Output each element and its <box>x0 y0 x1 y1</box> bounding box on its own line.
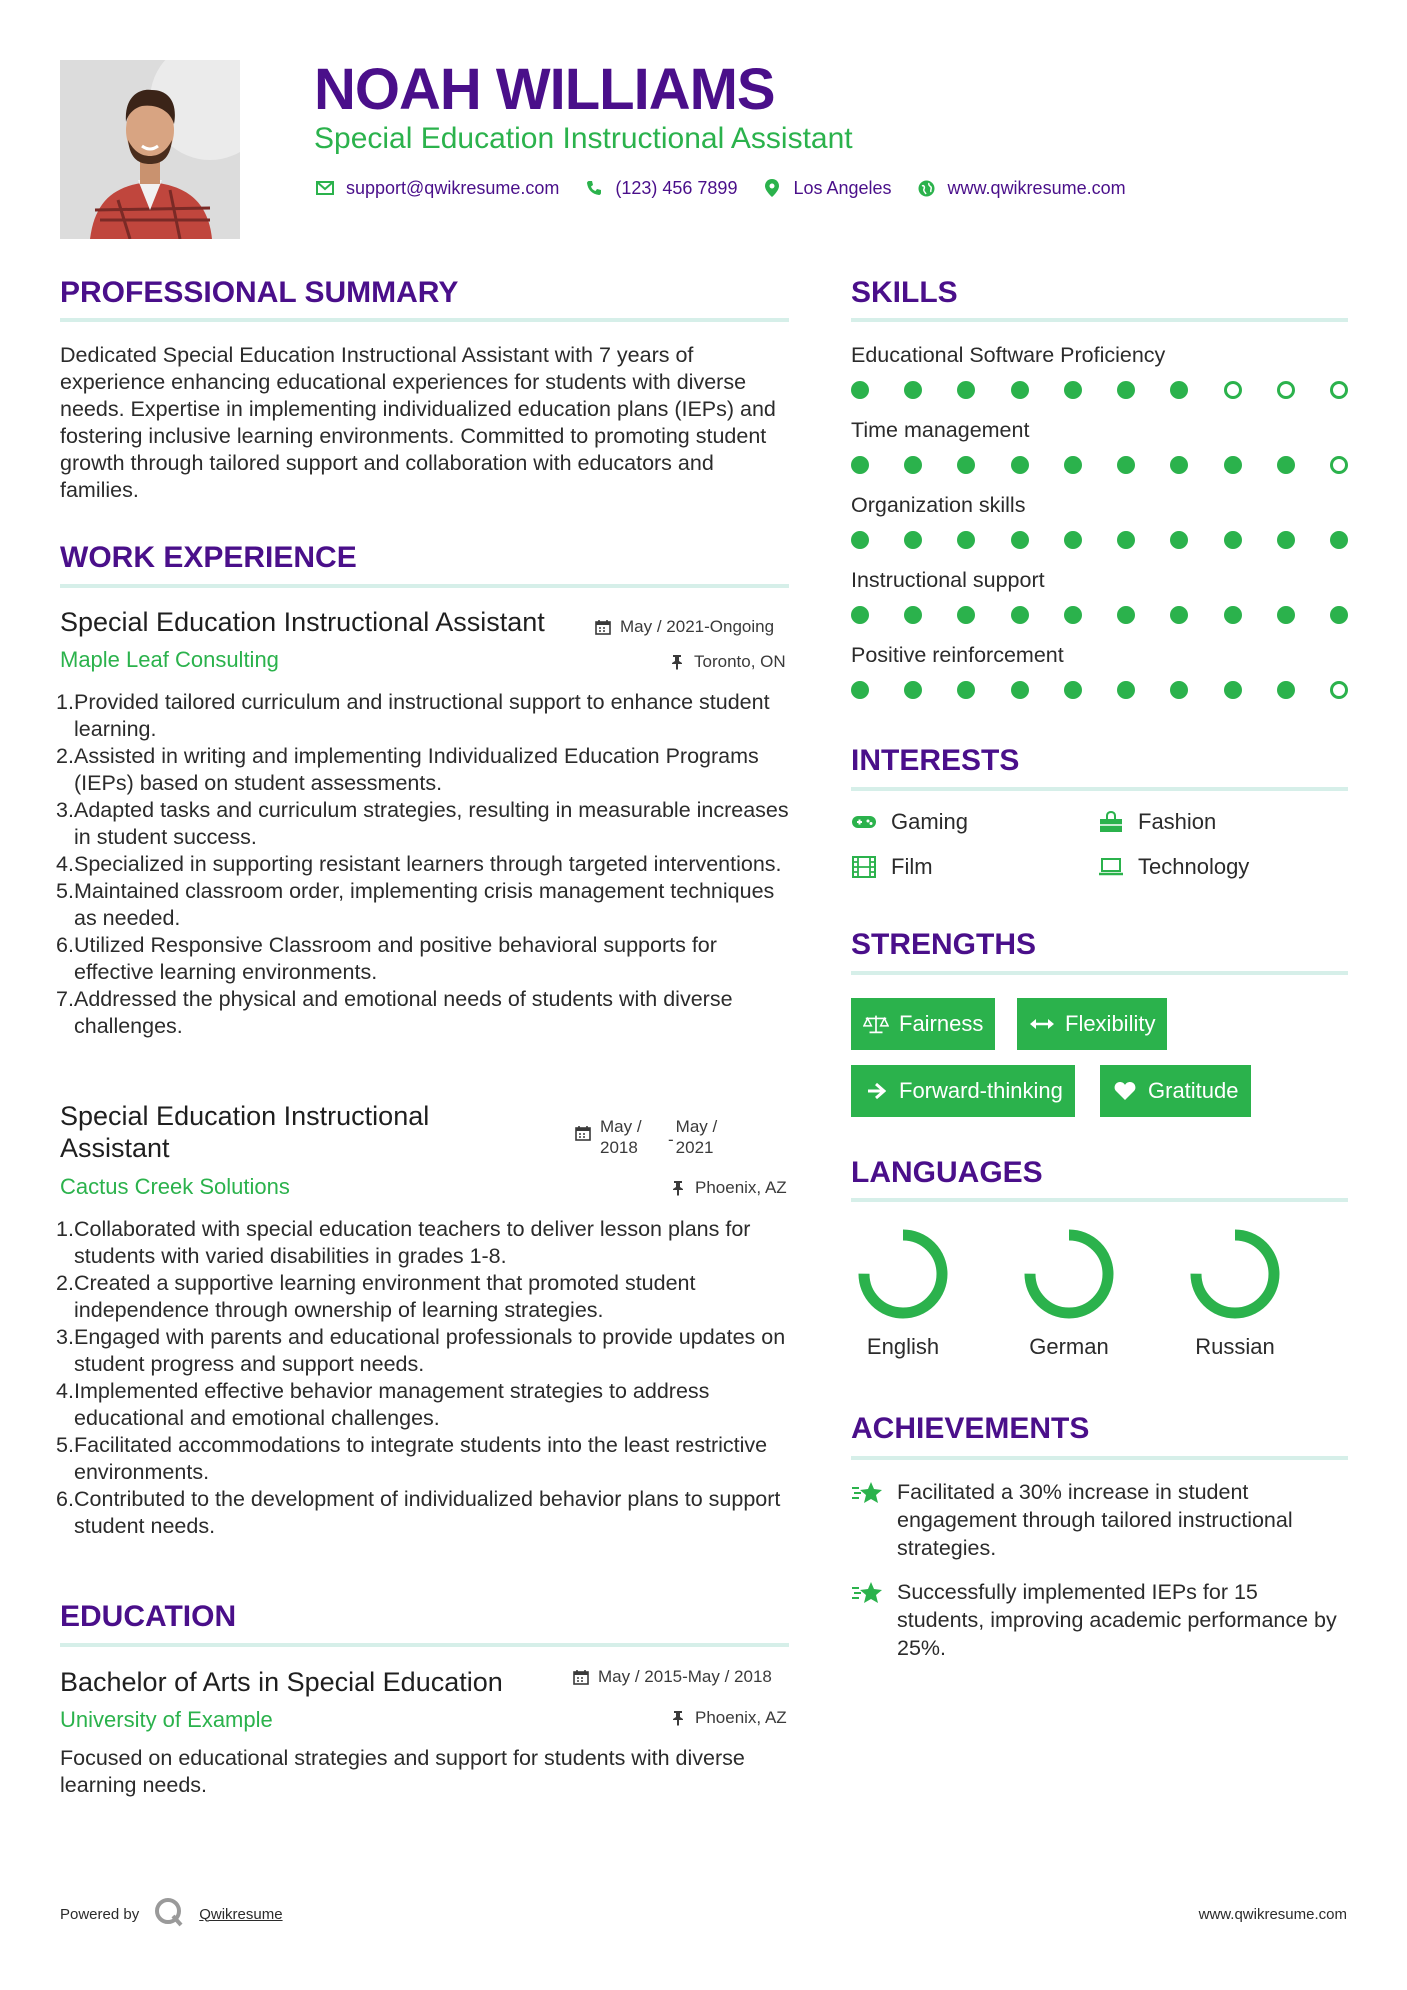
skill-dot-filled <box>851 531 869 549</box>
language-german <box>1009 1226 1129 1360</box>
skill-dot-filled <box>904 531 922 549</box>
job-1-bullets <box>56 689 796 1040</box>
calendar-icon <box>594 618 612 636</box>
qwikresume-link[interactable]: Qwikresume <box>199 1905 283 1923</box>
skill-label: Positive reinforcement <box>851 643 1064 667</box>
list-item: 2. Created a supportive learning environment that promoted student independence through ownership of learning strategies. <box>56 1271 696 1322</box>
skill-rating <box>851 456 1348 474</box>
job-1-location-text: Toronto, ON <box>694 652 786 671</box>
skill-dot-filled <box>904 681 922 699</box>
skill-dot-filled <box>1277 531 1295 549</box>
education-divider <box>60 1643 789 1647</box>
education-heading: EDUCATION <box>60 1600 237 1633</box>
education-date-text: May / 2015-May / 2018 <box>598 1667 772 1686</box>
contact-phone[interactable] <box>583 177 737 199</box>
interest-fashion <box>1098 809 1216 835</box>
skill-dot-filled <box>851 456 869 474</box>
interest-label: Gaming <box>891 809 969 834</box>
skill-dot-filled <box>957 606 975 624</box>
skill-dot-filled <box>904 456 922 474</box>
job-2-location-text: Phoenix, AZ <box>695 1178 787 1197</box>
skill-dot-filled <box>851 381 869 399</box>
skill-dot-filled <box>904 606 922 624</box>
languages-heading: LANGUAGES <box>851 1156 1043 1189</box>
strengths-divider <box>851 971 1348 975</box>
skill-dot-filled <box>1277 681 1295 699</box>
email-text[interactable]: support@qwikresume.com <box>346 177 560 198</box>
education-date <box>572 1667 772 1687</box>
contact-bar <box>314 177 1140 199</box>
skill-dot-filled <box>1170 381 1188 399</box>
globe-icon <box>916 177 938 199</box>
profile-photo <box>60 60 240 239</box>
pin-icon <box>669 1709 687 1727</box>
strength-label: Gratitude <box>1148 1078 1239 1103</box>
languages-divider <box>851 1198 1348 1202</box>
experience-divider <box>60 584 789 588</box>
shooting-star-icon <box>851 1478 883 1562</box>
skill-dot-filled <box>1011 531 1029 549</box>
language-label: German <box>1029 1334 1109 1359</box>
skill-dot-filled <box>957 681 975 699</box>
skill-dot-filled <box>1064 456 1082 474</box>
candidate-name: NOAH WILLIAMS <box>314 57 775 122</box>
job-2-date <box>574 1116 738 1158</box>
skills-heading: SKILLS <box>851 276 958 309</box>
list-item: 1. Collaborated with special education teachers to deliver lesson plans for students with varied disabilities in grades 1-8. <box>56 1217 751 1268</box>
job-2-date-start: May / 2018 <box>600 1117 642 1157</box>
skill-dot-filled <box>1064 606 1082 624</box>
pin-icon <box>669 1179 687 1197</box>
powered-by-label: Powered by <box>60 1905 140 1923</box>
language-progress-ring <box>1187 1226 1283 1322</box>
interest-technology <box>1098 854 1249 880</box>
laptop-icon <box>1098 856 1124 878</box>
achievements-divider <box>851 1456 1348 1460</box>
achievement-item <box>851 1478 1348 1562</box>
skill-dot-filled <box>1011 456 1029 474</box>
job-2-location <box>669 1178 787 1198</box>
list-item: 5. Maintained classroom order, implementing crisis management techniques as needed. <box>56 879 775 930</box>
job-2-title: Special Education Instructional Assistant <box>60 1101 430 1163</box>
skill-dot-filled <box>1117 381 1135 399</box>
phone-icon <box>583 177 605 199</box>
list-item: 6. Utilized Responsive Classroom and positive behavioral supports for effective learning environments. <box>56 933 717 984</box>
list-item: 7. Addressed the physical and emotional needs of students with diverse challenges. <box>56 987 733 1038</box>
arrows-horizontal-icon <box>1029 1013 1055 1035</box>
job-2-bullets <box>56 1216 796 1540</box>
strength-badge-forward-thinking <box>851 1065 1075 1117</box>
list-item: 6. Contributed to the development of individualized behavior plans to support student needs. <box>56 1487 781 1538</box>
skill-dot-filled <box>1330 606 1348 624</box>
list-item: 3. Engaged with parents and educational professionals to provide updates on student progress and support needs. <box>56 1325 786 1376</box>
arrow-right-icon <box>863 1080 889 1102</box>
education-description: Focused on educational strategies and support for students with diverse learning needs. <box>60 1746 745 1797</box>
skill-dot-filled <box>1064 531 1082 549</box>
job-1-date-text: May / 2021-Ongoing <box>620 617 775 636</box>
skill-dot-filled <box>1011 681 1029 699</box>
envelope-icon <box>314 177 336 199</box>
skill-dot-filled <box>904 381 922 399</box>
language-progress-ring <box>855 1226 951 1322</box>
contact-location <box>761 177 891 199</box>
skill-dot-filled <box>1277 606 1295 624</box>
job-1-location <box>668 652 786 672</box>
skill-dot-empty <box>1330 681 1348 699</box>
job-2-date-end: May / 2021 <box>675 1117 718 1157</box>
skill-dot-empty <box>1330 381 1348 399</box>
skill-rating <box>851 381 1348 399</box>
skill-dot-filled <box>1117 531 1135 549</box>
location-text: Los Angeles <box>793 177 892 198</box>
job-1-date <box>594 617 774 637</box>
skill-dot-filled <box>957 381 975 399</box>
education-school: University of Example <box>60 1707 273 1732</box>
list-item: 2. Assisted in writing and implementing Individualized Education Programs (IEPs) based on student assessments. <box>56 744 759 795</box>
skill-dot-empty <box>1277 381 1295 399</box>
skill-dot-filled <box>1117 606 1135 624</box>
list-item: 4. Specialized in supporting resistant learners through targeted interventions. <box>56 852 782 876</box>
education-degree: Bachelor of Arts in Special Education <box>60 1667 503 1697</box>
summary-divider <box>60 318 789 322</box>
list-item: 1. Provided tailored curriculum and instructional support to enhance student learning. <box>56 690 770 741</box>
skill-rating <box>851 606 1348 624</box>
achievement-item <box>851 1578 1348 1662</box>
skill-dot-filled <box>1011 606 1029 624</box>
skill-dot-empty <box>1224 381 1242 399</box>
calendar-icon <box>574 1124 592 1142</box>
strength-label: Fairness <box>899 1011 984 1036</box>
skill-dot-filled <box>1224 606 1242 624</box>
skill-dot-filled <box>851 681 869 699</box>
skill-label: Educational Software Proficiency <box>851 343 1166 367</box>
shopping-bag-icon <box>1098 811 1124 833</box>
contact-email[interactable] <box>314 177 559 199</box>
language-progress-ring <box>1021 1226 1117 1322</box>
strength-badge-gratitude <box>1100 1065 1251 1117</box>
skill-dot-filled <box>1224 681 1242 699</box>
skill-label: Time management <box>851 418 1030 442</box>
pin-icon <box>668 653 686 671</box>
language-level-arc <box>1030 1235 1108 1313</box>
interest-label: Fashion <box>1138 809 1217 834</box>
achievement-text: Successfully implemented IEPs for 15 students, improving academic performance by 25%. <box>897 1580 1337 1660</box>
skill-dot-filled <box>1170 531 1188 549</box>
skill-dot-filled <box>957 456 975 474</box>
strength-label: Flexibility <box>1065 1011 1156 1036</box>
candidate-title: Special Education Instructional Assistant <box>314 122 853 155</box>
skill-dot-filled <box>1170 456 1188 474</box>
language-label: English <box>866 1334 940 1359</box>
heart-icon <box>1112 1080 1138 1102</box>
list-item: 4. Implemented effective behavior management strategies to address educational and emotional challenges. <box>56 1379 710 1430</box>
language-label: Russian <box>1195 1334 1275 1359</box>
phone-text[interactable]: (123) 456 7899 <box>615 177 738 198</box>
summary-heading: PROFESSIONAL SUMMARY <box>60 276 459 309</box>
skill-rating <box>851 681 1348 699</box>
interest-label: Technology <box>1138 854 1250 879</box>
interests-heading: INTERESTS <box>851 744 1020 777</box>
contact-website[interactable] <box>916 177 1126 199</box>
interests-divider <box>851 787 1348 791</box>
skill-dot-filled <box>1064 381 1082 399</box>
map-marker-icon <box>761 177 783 199</box>
shooting-star-icon <box>851 1578 883 1662</box>
footer-powered-by <box>60 1896 283 1932</box>
skill-dot-filled <box>1224 456 1242 474</box>
job-1-title: Special Education Instructional Assistant <box>60 607 545 637</box>
gamepad-icon <box>851 811 877 833</box>
skills-divider <box>851 318 1348 322</box>
skill-dot-filled <box>957 531 975 549</box>
interest-film <box>851 854 933 880</box>
skill-dot-filled <box>1117 681 1135 699</box>
list-item: 3. Adapted tasks and curriculum strategies, resulting in measurable increases in student success. <box>56 798 789 849</box>
language-english <box>843 1226 963 1360</box>
interest-gaming <box>851 809 968 835</box>
list-item: 5. Facilitated accommodations to integrate students into the least restrictive environments. <box>56 1433 768 1484</box>
footer-website[interactable]: www.qwikresume.com <box>1198 1906 1347 1923</box>
summary-text: Dedicated Special Education Instructional Assistant with 7 years of experience enhancing educational experiences for students with diverse needs. Expertise in implementing individualized education plans (IEPs) and fostering inclusive learning environments. Committed to promoting student growth through tailored support and collaboration with educators and families. <box>60 343 776 502</box>
skill-dot-filled <box>1170 606 1188 624</box>
strength-badge-fairness <box>851 998 995 1050</box>
qwikresume-logo-icon <box>153 1896 185 1932</box>
strengths-heading: STRENGTHS <box>851 928 1037 961</box>
language-level-arc <box>864 1235 942 1313</box>
skill-dot-filled <box>1064 681 1082 699</box>
achievement-text: Facilitated a 30% increase in student engagement through tailored instructional strategies. <box>897 1480 1293 1560</box>
language-level-arc <box>1196 1235 1274 1313</box>
calendar-icon <box>572 1668 590 1686</box>
education-location <box>669 1708 787 1728</box>
job-2-date-separator: - <box>668 1130 674 1149</box>
balance-scale-icon <box>863 1013 889 1035</box>
skill-dot-filled <box>1277 456 1295 474</box>
skill-dot-filled <box>1117 456 1135 474</box>
strength-badge-flexibility <box>1017 998 1167 1050</box>
job-1-company: Maple Leaf Consulting <box>60 647 279 672</box>
job-2-company: Cactus Creek Solutions <box>60 1174 290 1199</box>
experience-heading: WORK EXPERIENCE <box>60 541 357 574</box>
education-location-text: Phoenix, AZ <box>695 1708 787 1727</box>
skill-dot-empty <box>1330 456 1348 474</box>
skill-label: Organization skills <box>851 493 1026 517</box>
film-icon <box>851 856 877 878</box>
strength-label: Forward-thinking <box>899 1078 1063 1103</box>
language-russian <box>1175 1226 1295 1360</box>
skill-dot-filled <box>1011 381 1029 399</box>
skill-dot-filled <box>1330 531 1348 549</box>
interest-label: Film <box>891 854 933 879</box>
skill-dot-filled <box>851 606 869 624</box>
skill-rating <box>851 531 1348 549</box>
skill-dot-filled <box>1170 681 1188 699</box>
skill-dot-filled <box>1224 531 1242 549</box>
skill-label: Instructional support <box>851 568 1045 592</box>
website-text[interactable]: www.qwikresume.com <box>947 177 1126 198</box>
achievements-heading: ACHIEVEMENTS <box>851 1412 1090 1445</box>
